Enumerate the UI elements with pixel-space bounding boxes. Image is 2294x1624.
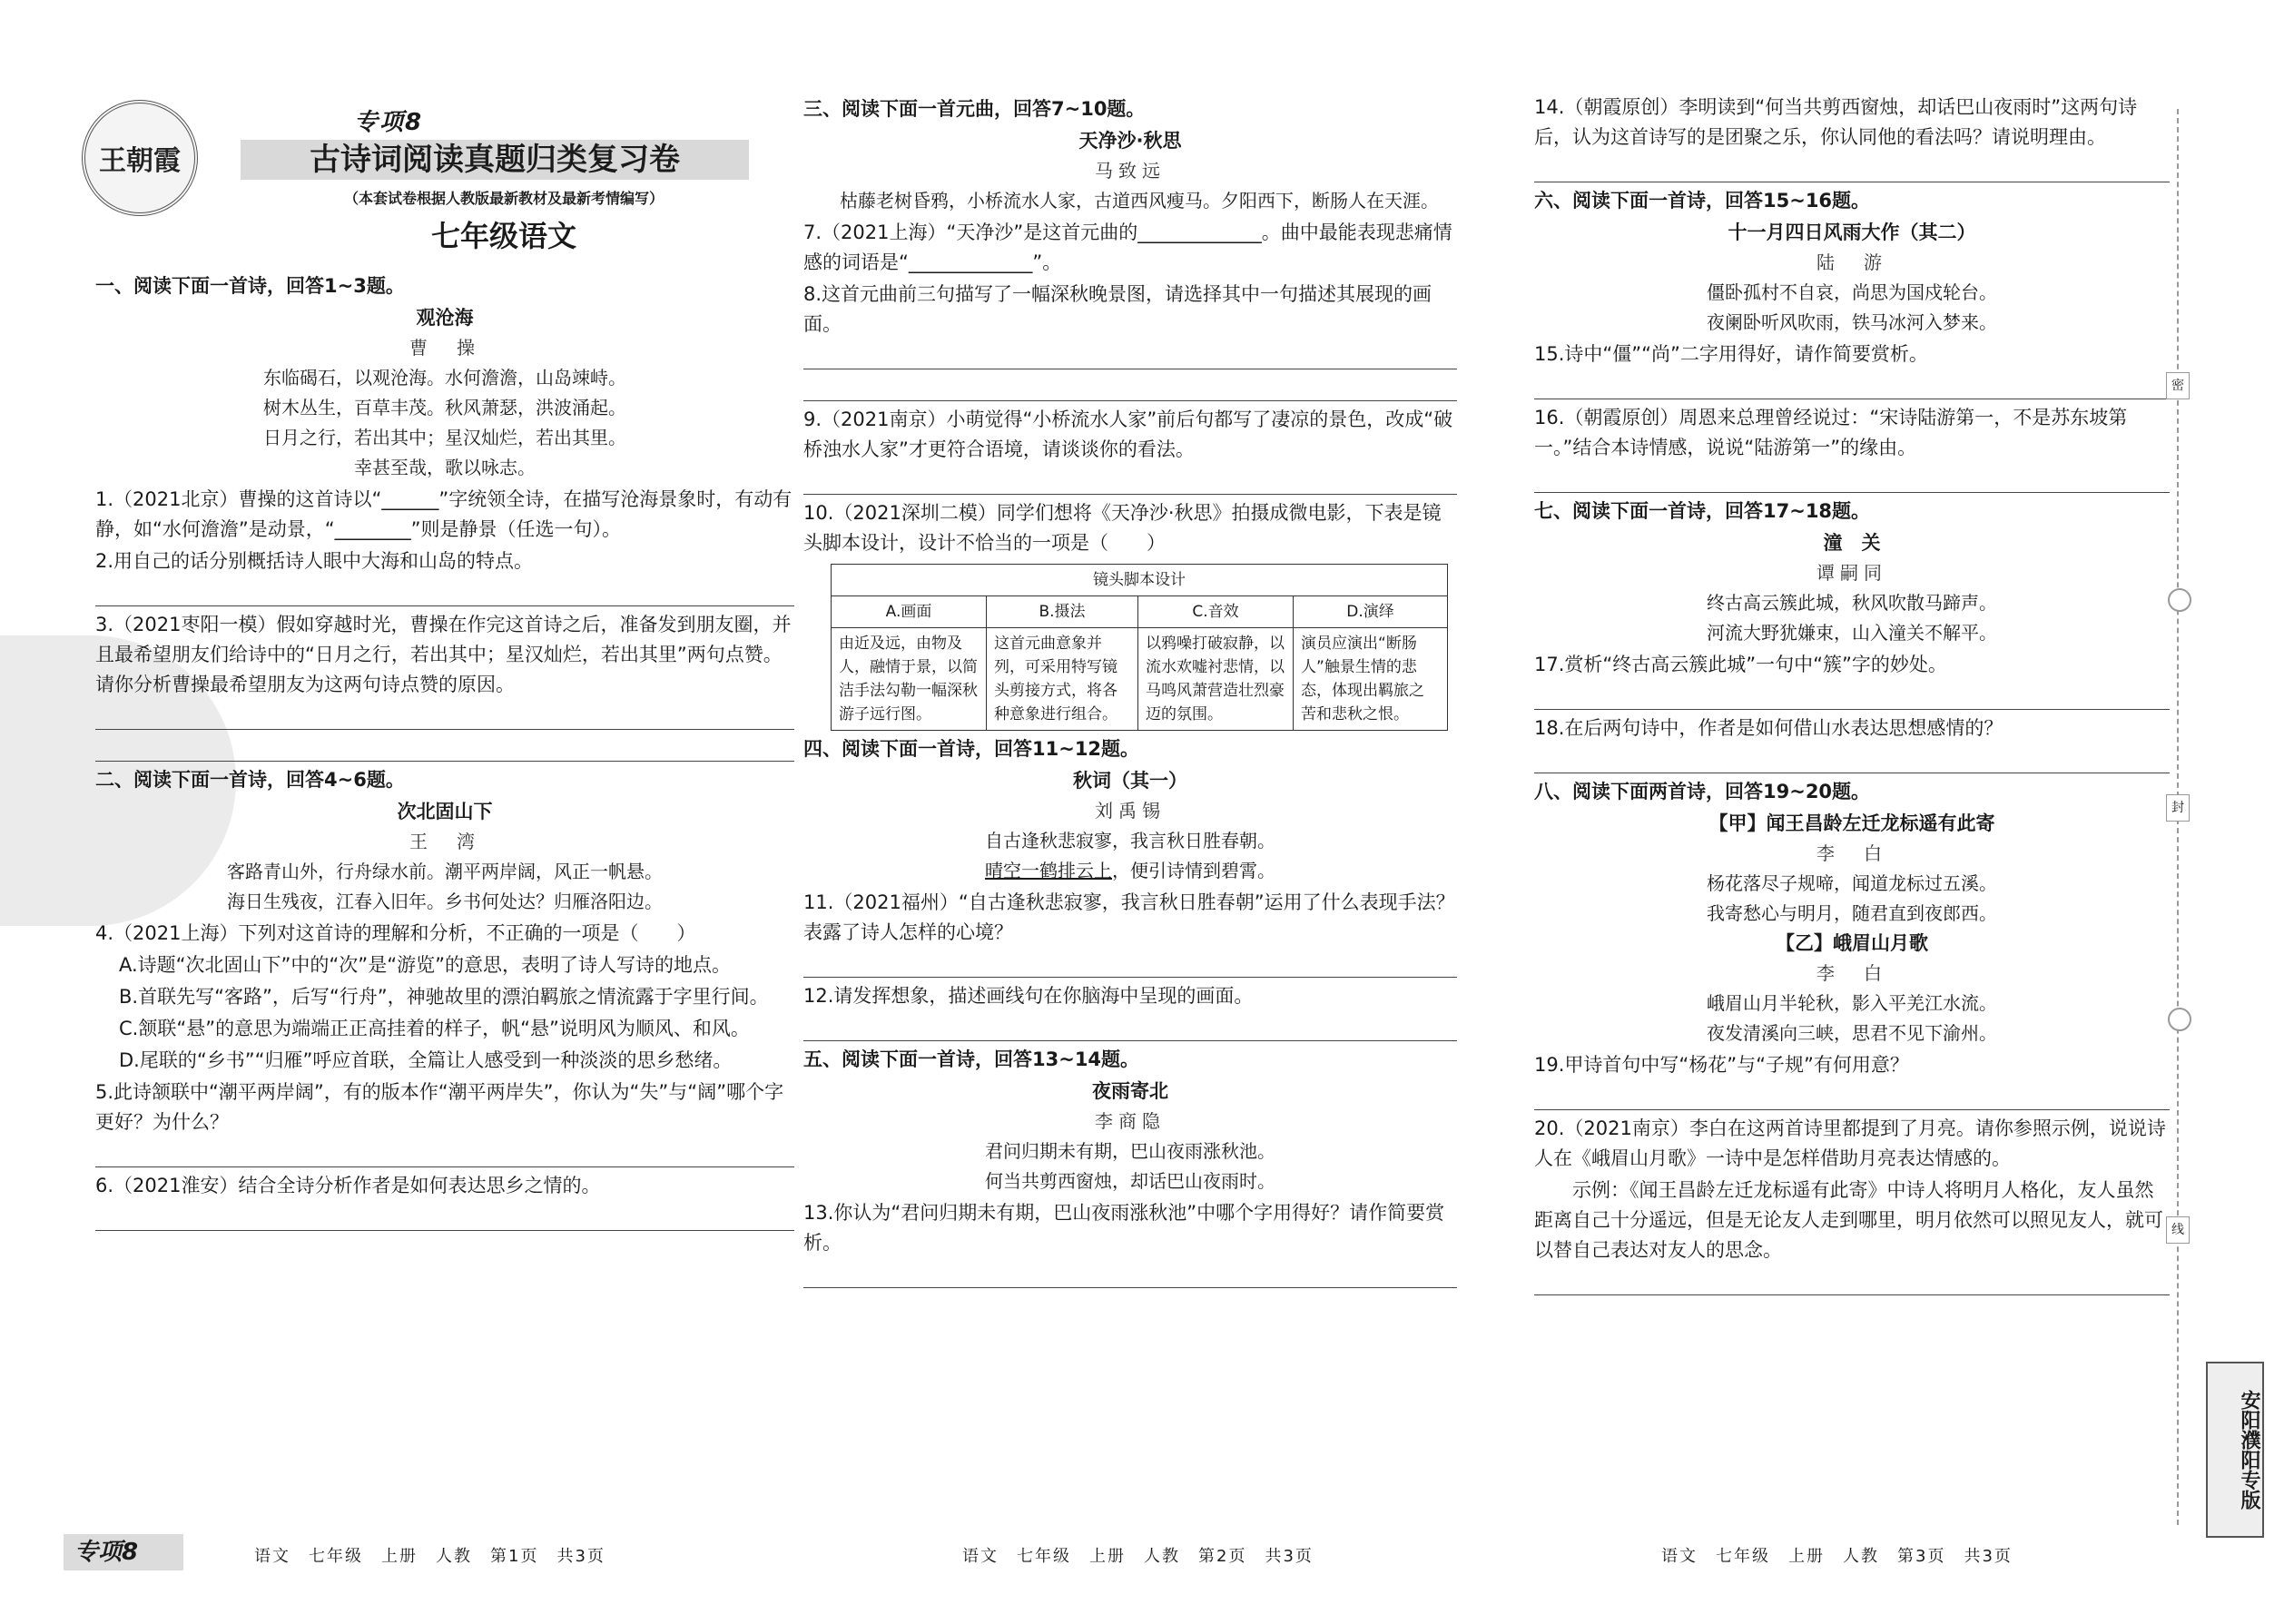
section-heading: 六、阅读下面一首诗，回答15~16题。: [1534, 190, 1871, 212]
poem-author: 谭嗣同: [1816, 562, 1887, 584]
poem-title: 十一月四日风雨大作（其二）: [1728, 221, 1976, 243]
poem-author: 陆 游: [1816, 251, 1887, 273]
question-8: 8.这首元曲前三句描写了一幅深秋晚景图，请选择其中一句描述其展现的画面。: [803, 283, 1433, 335]
poem-line: 海日生残夜，江春入旧年。乡书何处达？归雁洛阳边。: [227, 891, 663, 912]
poem-line: 君问归期未有期，巴山夜雨涨秋池。: [985, 1140, 1275, 1162]
answer-line[interactable]: [1534, 1267, 2170, 1295]
poem-author: 李 白: [1816, 962, 1887, 984]
question-5: 5.此诗颔联中“潮平两岸阔”，有的版本作“潮平两岸失”，你认为“失”与“阔”哪个字更好？为什么？: [95, 1081, 784, 1133]
answer-line[interactable]: [1534, 745, 2170, 773]
poem-line: 客路青山外，行舟绿水前。潮平两岸阔，风正一帆悬。: [227, 861, 663, 882]
answer-line[interactable]: [803, 1013, 1457, 1041]
example-text: 示例：《闻王昌龄左迁龙标遥有此寄》中诗人将明月人格化，友人虽然距离自己十分遥远，但是无论友人走到哪里，明月依然可以照见友人，就可以替自己表达对友人的思念。: [1534, 1179, 2163, 1261]
poem-line-rest: ，便引诗情到碧霄。: [1112, 860, 1275, 881]
section-heading: 二、阅读下面一首诗，回答4~6题。: [95, 769, 405, 791]
poem-title: 秋词（其一）: [1073, 770, 1187, 792]
table-header: D.演绎: [1294, 596, 1448, 628]
table-cell: 这首元曲意象并列，可采用特写镜头剪接方式，将各种意象进行组合。: [987, 628, 1138, 731]
table-cell: 由近及远，由物及人，融情于景，以简洁手法勾勒一幅深秋游子远行图。: [832, 628, 987, 731]
table-header: A.画面: [832, 596, 987, 628]
question-4: 4.（2021上海）下列对这首诗的理解和分析，不正确的一项是（ ）: [95, 922, 696, 944]
section-heading: 三、阅读下面一首元曲，回答7~10题。: [803, 98, 1146, 120]
question-3: 3.（2021枣阳一模）假如穿越时光，曹操在作完这首诗之后，准备发到朋友圈，并且最希望朋友们给诗中的“日月之行，若出其中；星汉灿烂，若出其里”两句点赞。请你分析曹操最希望朋友为这两句诗点赞的原因。: [95, 614, 792, 695]
binding-mark-seal: 密: [2166, 372, 2190, 399]
answer-line[interactable]: [95, 702, 794, 730]
table-cell: 演员应演出“断肠人”触景生情的悲态，体现出羁旅之苦和悲秋之恨。: [1294, 628, 1448, 731]
binding-hole: [2168, 588, 2191, 612]
poem-line: 河流大野犹嫌束，山入潼关不解平。: [1707, 622, 1997, 644]
poem-title: 观沧海: [416, 307, 474, 329]
question-19: 19.甲诗首句中写“杨花”与“子规”有何用意？: [1534, 1054, 1909, 1076]
poem-line: 终古高云簇此城，秋风吹散马蹄声。: [1707, 592, 1997, 614]
column-2: [803, 91, 1457, 1524]
poem-author: 马致远: [1095, 160, 1166, 182]
poem-author: 曹 操: [409, 337, 480, 359]
poem-line: 峨眉山月半轮秋，影入平羌江水流。: [1707, 992, 1997, 1014]
poem-line: 东临碣石，以观沧海。水何澹澹，山岛竦峙。: [263, 367, 626, 389]
question-11: 11.（2021福州）“自古逢秋悲寂寥，我言秋日胜春朝”运用了什么表现手法？表露了诗人怎样的心境？: [803, 891, 1455, 943]
poem-line: [803, 856, 1457, 886]
table-header: C.音效: [1138, 596, 1294, 628]
edition-label: 安阳濮阳专版: [2206, 1362, 2264, 1538]
answer-line[interactable]: [1534, 1082, 2170, 1110]
section-heading: 七、阅读下面一首诗，回答17~18题。: [1534, 500, 1871, 522]
answer-line[interactable]: [1534, 371, 2170, 399]
section-heading: 四、阅读下面一首诗，回答11~12题。: [803, 738, 1140, 760]
poem-line: 树木丛生，百草丰茂。秋风萧瑟，洪波涌起。: [263, 397, 626, 418]
special-item-label: 专项8: [354, 109, 424, 136]
option-d[interactable]: D.尾联的“乡书”“归雁”呼应首联，全篇让人感受到一种淡淡的思乡愁绪。: [119, 1049, 733, 1071]
footer-page-1: 语文 七年级 上册 人教 第1页 共3页: [254, 1547, 605, 1566]
underlined-line: 晴空一鹤排云上: [985, 860, 1112, 881]
question-17: 17.赏析“终古高云簇此城”一句中“簇”字的妙处。: [1534, 654, 1947, 675]
answer-line[interactable]: [95, 1203, 794, 1231]
table-header: B.摄法: [987, 596, 1138, 628]
shot-script-table: [831, 564, 1448, 731]
answer-line[interactable]: [803, 467, 1457, 495]
question-15: 15.诗中“僵”“尚”二字用得好，请作简要赏析。: [1534, 343, 1928, 365]
poem-author: 李商隐: [1095, 1110, 1166, 1132]
page-header: [82, 100, 753, 254]
question-6: 6.（2021淮安）结合全诗分析作者是如何表达思乡之情的。: [95, 1175, 601, 1196]
poem-line: 我寄愁心与明月，随君直到夜郎西。: [1707, 902, 1997, 924]
answer-line[interactable]: [95, 733, 794, 762]
answer-line[interactable]: [803, 1260, 1457, 1288]
question-18: 18.在后两句诗中，作者是如何借山水表达思想感情的？: [1534, 717, 2004, 739]
footer-page-3: 语文 七年级 上册 人教 第3页 共3页: [1661, 1547, 2013, 1566]
poem-title: 次北固山下: [397, 801, 493, 822]
binding-mark-line: 线: [2166, 1216, 2190, 1244]
poem-author: 王 湾: [409, 831, 480, 852]
option-c[interactable]: C.颔联“悬”的意思为端端正正高挂着的样子，帆“悬”说明风为顺风、和风。: [119, 1018, 750, 1039]
answer-line[interactable]: [95, 578, 794, 606]
poem-title: 【乙】峨眉山月歌: [1776, 932, 1928, 954]
poem-line: 夜阑卧听风吹雨，铁马冰河入梦来。: [1707, 311, 1997, 333]
question-9: 9.（2021南京）小萌觉得“小桥流水人家”前后句都写了凄凉的景色，改成“破桥浊水人家”才更符合语境，请谈谈你的看法。: [803, 408, 1453, 460]
poem-line: 杨花落尽子规啼，闻道龙标过五溪。: [1707, 872, 1997, 894]
question-14: 14.（朝霞原创）李明读到“何当共剪西窗烛，却话巴山夜雨时”这两句诗后，认为这首诗写的是团聚之乐，你认同他的看法吗？请说明理由。: [1534, 96, 2138, 148]
column-1: [95, 268, 794, 1524]
question-20: 20.（2021南京）李白在这两首诗里都提到了月亮。请你参照示例，说说诗人在《峨眉山月歌》一诗中是怎样借助月亮表达情感的。: [1534, 1117, 2166, 1169]
question-2: 2.用自己的话分别概括诗人眼中大海和山岛的特点。: [95, 550, 534, 572]
answer-line[interactable]: [803, 341, 1457, 369]
question-1: 1.（2021北京）曹操的这首诗以“______”字统领全诗，在描写沧海景象时，有动有静，如“水何澹澹”是动景，“________”则是静景（任选一句）。: [95, 488, 793, 540]
poem-title: 【甲】闻王昌龄左迁龙标遥有此寄: [1708, 812, 1995, 834]
poem-line: 何当共剪西窗烛，却话巴山夜雨时。: [985, 1170, 1275, 1192]
table-cell: 以鸦噪打破寂静，以流水欢嘘衬悲情，以马鸣风萧营造壮烈豪迈的氛围。: [1138, 628, 1294, 731]
paper-title: 古诗词阅读真题归类复习卷: [241, 140, 749, 180]
option-b[interactable]: B.首联先写“客路”，后写“行舟”，神驰故里的漂泊羁旅之情流露于字里行间。: [119, 986, 769, 1008]
poem-line: 幸甚至哉，歌以咏志。: [354, 457, 536, 478]
answer-line[interactable]: [1534, 465, 2170, 493]
poem-title: 潼 关: [1823, 532, 1881, 554]
brand-logo: 王朝霞: [82, 100, 198, 216]
section-heading: 五、阅读下面一首诗，回答13~14题。: [803, 1048, 1140, 1070]
paper-note: （本套试卷根据人教版最新教材及最新考情编写）: [343, 190, 664, 207]
poem-text: 枯藤老树昏鸦，小桥流水人家，古道西风瘦马。夕阳西下，断肠人在天涯。: [840, 190, 1439, 212]
footer-page-2: 语文 七年级 上册 人教 第2页 共3页: [962, 1547, 1314, 1566]
option-a[interactable]: A.诗题“次北固山下”中的“次”是“游览”的意思，表明了诗人写诗的地点。: [119, 954, 731, 976]
question-16: 16.（朝霞原创）周恩来总理曾经说过：“宋诗陆游第一，不是苏东坡第一。”结合本诗情感，说说“陆游第一”的缘由。: [1534, 407, 2128, 458]
footer-badge: 专项8: [64, 1534, 183, 1570]
poem-line: 日月之行，若出其中；星汉灿烂，若出其里。: [263, 427, 626, 448]
question-10: 10.（2021深圳二模）同学们想将《天净沙·秋思》拍摄成微电影，下表是镜头脚本设计，设计不恰当的一项是（ ）: [803, 502, 1442, 554]
table-caption: 镜头脚本设计: [832, 565, 1448, 596]
answer-line[interactable]: [803, 950, 1457, 978]
question-12: 12.请发挥想象，描述画线句在你脑海中呈现的画面。: [803, 985, 1254, 1007]
answer-line[interactable]: [95, 1139, 794, 1167]
answer-line[interactable]: [1534, 154, 2170, 182]
binding-hole: [2168, 1008, 2191, 1031]
section-heading: 一、阅读下面一首诗，回答1~3题。: [95, 275, 405, 297]
section-heading: 八、阅读下面两首诗，回答19~20题。: [1534, 781, 1871, 802]
binding-mark-fold: 封: [2166, 794, 2190, 822]
poem-line: 夜发清溪向三峡，思君不见下渝州。: [1707, 1022, 1997, 1044]
poem-author: 李 白: [1816, 842, 1887, 864]
paper-grade: 七年级语文: [430, 219, 576, 253]
answer-line[interactable]: [1534, 682, 2170, 710]
poem-line: 自古逢秋悲寂寥，我言秋日胜春朝。: [985, 830, 1275, 851]
column-3: [1534, 91, 2170, 1524]
poem-author: 刘禹锡: [1095, 800, 1166, 822]
poem-title: 夜雨寄北: [1092, 1080, 1168, 1102]
poem-title: 天净沙·秋思: [1078, 130, 1182, 152]
question-13: 13.你认为“君问归期未有期，巴山夜雨涨秋池”中哪个字用得好？请作简要赏析。: [803, 1202, 1445, 1254]
answer-line[interactable]: [803, 373, 1457, 401]
question-7: 7.（2021上海）“天净沙”是这首元曲的_____________。曲中最能表现悲痛情感的词语是“_____________”。: [803, 221, 1452, 273]
poem-line: 僵卧孤村不自哀，尚思为国戍轮台。: [1707, 281, 1997, 303]
